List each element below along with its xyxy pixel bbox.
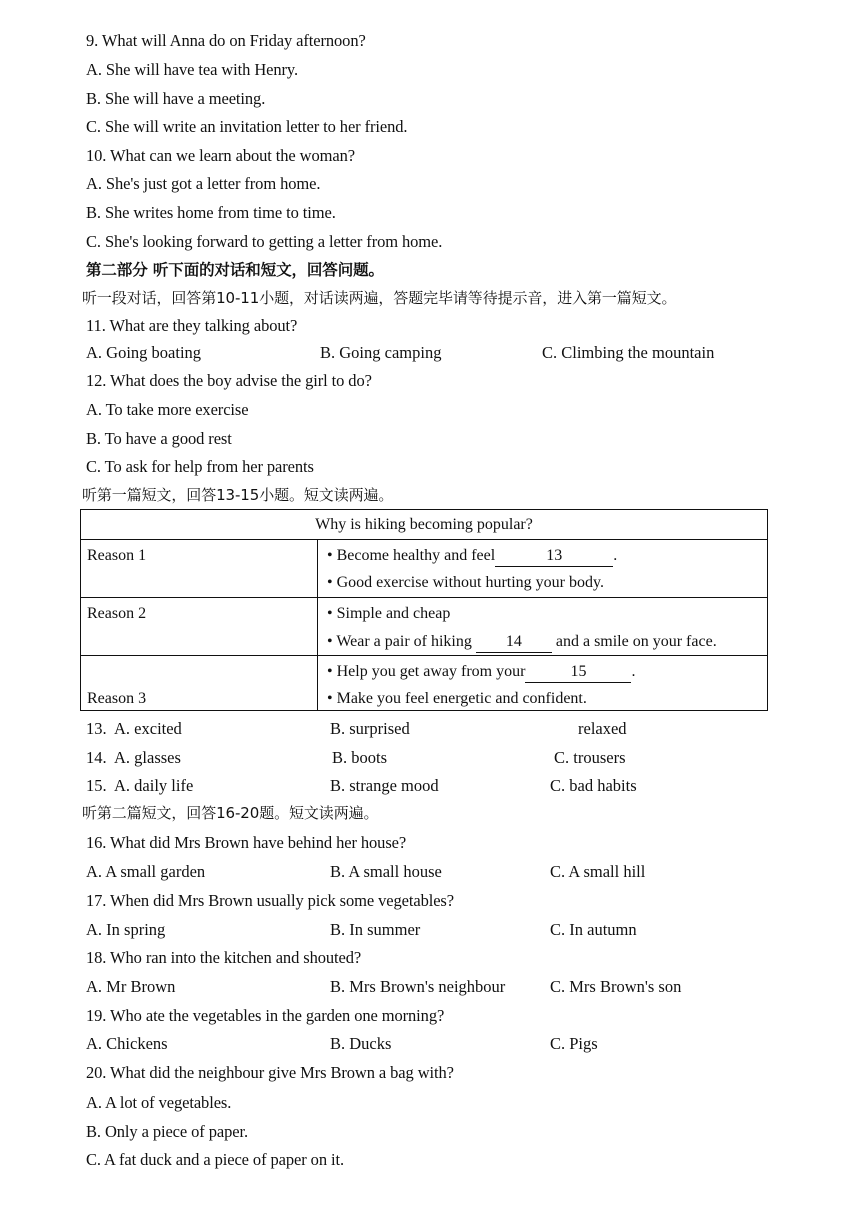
option-20c: C. A fat duck and a piece of paper on it. <box>86 1150 344 1169</box>
row-line <box>327 632 717 653</box>
option-11a: A. Going boating <box>86 343 202 362</box>
option-19c: C. Pigs <box>550 1034 598 1053</box>
cell-text: . <box>613 547 618 564</box>
row-label: Reason 3 <box>87 690 147 707</box>
option-16c: C. A small hill <box>550 862 646 881</box>
option-14b: B. boots <box>332 748 388 767</box>
table-row <box>81 540 767 598</box>
option-17b: B. In summer <box>330 920 421 939</box>
row-line: • Good exercise without hurting your body. <box>327 574 604 591</box>
option-17a: A. In spring <box>86 920 166 939</box>
question-16: 16. What did Mrs Brown have behind her house? <box>86 833 407 852</box>
option-14a: A. glasses <box>114 748 181 767</box>
question-20: 20. What did the neighbour give Mrs Brown a bag with? <box>86 1063 454 1082</box>
question-13-num: 13. <box>86 719 107 738</box>
question-17: 17. When did Mrs Brown usually pick some vegetables? <box>86 891 454 910</box>
option-15a: A. daily life <box>114 776 194 795</box>
row-line <box>327 662 635 683</box>
option-18b: B. Mrs Brown's neighbour <box>330 977 506 996</box>
blank-13: 13 <box>495 546 613 567</box>
option-9b: B. She will have a meeting. <box>86 89 266 108</box>
cell-text: and a smile on your face. <box>555 633 717 650</box>
option-13b: B. surprised <box>330 719 410 738</box>
hiking-table <box>80 509 768 711</box>
option-18c: C. Mrs Brown's son <box>550 977 682 996</box>
row-line: • Simple and cheap <box>327 605 451 622</box>
table-row <box>81 598 767 656</box>
table-title: Why is hiking becoming popular? <box>81 510 767 540</box>
cell-text: • Help you get away from your <box>327 663 526 680</box>
blank-14: 14 <box>476 632 552 653</box>
option-19a: A. Chickens <box>86 1034 168 1053</box>
option-12b: B. To have a good rest <box>86 429 232 448</box>
option-20a: A. A lot of vegetables. <box>86 1093 232 1112</box>
cell-text: • Wear a pair of hiking <box>327 633 472 650</box>
question-10: 10. What can we learn about the woman? <box>86 146 355 165</box>
passage2-instruction: 听第二篇短文，回答16-20题。短文读两遍。 <box>82 804 379 822</box>
part2-heading: 第二部分 听下面的对话和短文，回答问题。 <box>86 261 384 279</box>
blank-15: 15 <box>525 662 631 683</box>
option-13c: relaxed <box>578 719 627 738</box>
cell-text: . <box>631 663 636 680</box>
question-11: 11. What are they talking about? <box>86 316 298 335</box>
option-10a: A. She's just got a letter from home. <box>86 174 321 193</box>
option-10b: B. She writes home from time to time. <box>86 203 336 222</box>
option-11b: B. Going camping <box>320 343 442 362</box>
question-9: 9. What will Anna do on Friday afternoon? <box>86 31 366 50</box>
option-20b: B. Only a piece of paper. <box>86 1122 248 1141</box>
option-15b: B. strange mood <box>330 776 439 795</box>
row-line: • Make you feel energetic and confident. <box>327 690 587 707</box>
question-15-num: 15. <box>86 776 107 795</box>
dialog-instruction: 听一段对话，回答第10-11小题，对话读两遍，答题完毕请等待提示音，进入第一篇短文。 <box>82 289 677 307</box>
option-16a: A. A small garden <box>86 862 206 881</box>
option-10c: C. She's looking forward to getting a letter from home. <box>86 232 443 251</box>
row-line <box>327 546 617 567</box>
question-12: 12. What does the boy advise the girl to do? <box>86 371 372 390</box>
option-12a: A. To take more exercise <box>86 400 249 419</box>
question-18: 18. Who ran into the kitchen and shouted? <box>86 948 362 967</box>
option-13a: A. excited <box>114 719 182 738</box>
option-19b: B. Ducks <box>330 1034 392 1053</box>
question-14-num: 14. <box>86 748 107 767</box>
question-19: 19. Who ate the vegetables in the garden one morning? <box>86 1006 445 1025</box>
option-15c: C. bad habits <box>550 776 637 795</box>
option-12c: C. To ask for help from her parents <box>86 457 314 476</box>
cell-text: • Become healthy and feel <box>327 547 496 564</box>
option-9a: A. She will have tea with Henry. <box>86 60 299 79</box>
table-row <box>81 656 767 710</box>
option-16b: B. A small house <box>330 862 442 881</box>
row-label: Reason 2 <box>87 605 147 622</box>
option-17c: C. In autumn <box>550 920 637 939</box>
passage1-instruction: 听第一篇短文，回答13-15小题。短文读两遍。 <box>82 486 394 504</box>
row-label: Reason 1 <box>87 547 147 564</box>
option-11c: C. Climbing the mountain <box>542 343 715 362</box>
option-14c: C. trousers <box>554 748 626 767</box>
option-18a: A. Mr Brown <box>86 977 176 996</box>
option-9c: C. She will write an invitation letter to her friend. <box>86 117 408 136</box>
